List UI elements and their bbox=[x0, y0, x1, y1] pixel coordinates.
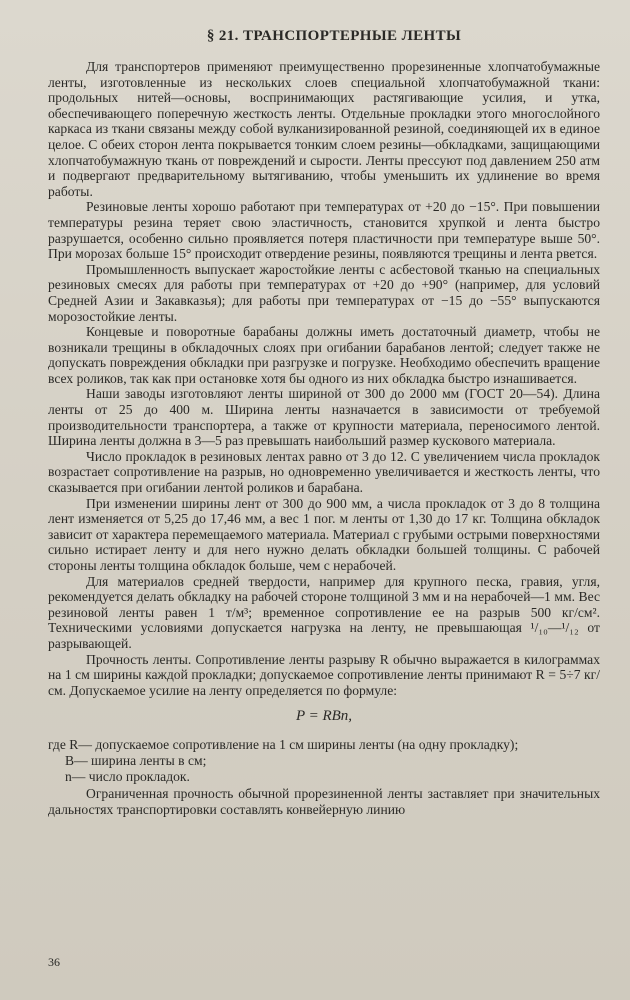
legend-symbol: n bbox=[48, 768, 72, 784]
paragraph-6: Число прокладок в резиновых лентах равно от 3 до 12. С увеличением числа прокладок возрастает сопротивление на разрыв, но одновременно увеличивается и жесткость ленты, что сказывается при огибании лентой роликов и барабана. bbox=[48, 448, 600, 496]
legend-symbol: B bbox=[48, 752, 75, 768]
paragraph-5: Наши заводы изготовляют ленты шириной от 300 до 2000 мм (ГОСТ 20—54). Длина ленты от 25 до 400 м. Ширина ленты назначается в зависимости от требуемой производительности транспортера, а также от крупности материала, переносимого лентой. Ширина ленты должна в 3—5 раз превышать наибольший размер кускового материала. bbox=[48, 386, 600, 449]
formula-legend bbox=[48, 737, 600, 784]
legend-row-r bbox=[48, 737, 600, 753]
legend-definition: — допускаемое сопротивление на 1 см ширины ленты (на одну прокладку); bbox=[78, 737, 519, 753]
legend-definition: — число прокладок. bbox=[71, 768, 190, 784]
page-number: 36 bbox=[48, 955, 60, 969]
legend-definition: — ширина ленты в см; bbox=[74, 752, 207, 768]
paragraph-2: Резиновые ленты хорошо работают при температурах от +20 до −15°. При повышении температуры резина теряет свою эластичность, становится хрупкой и лента быстро разрушается, особенно сильно проявляется потеря пластичности при температуре выше 50°. При морозах больше 15° происходит отвердение резины, появляются трещины и лента рвется. bbox=[48, 199, 600, 262]
paragraph-4: Концевые и поворотные барабаны должны иметь достаточный диаметр, чтобы не возникали трещины в обкладочных слоях при огибании барабанов лентой; следует также не допускать повреждения обкладки при разгрузке и погрузке. Необходимо обеспечить вращение всех роликов, так как при остановке хотя бы одного из них обкладка быстро изнашивается. bbox=[48, 324, 600, 386]
paragraph-8: Для материалов средней твердости, например для крупного песка, гравия, угля, рекомендуется делать обкладку на рабочей стороне толщиной 3 мм и на нерабочей—1 мм. Вес резиновой ленты равен 1 т/м³; временное сопротивление ее на разрыв 500 кг/см². Техническими условиями допускается нагрузка на ленту, не превышающая ¹/₁₀—¹/₁₂ от разрывающей. bbox=[48, 573, 600, 651]
paragraph-1: Для транспортеров применяют преимущественно прорезиненные хлопчатобумажные ленты, изготовленные из нескольких слоев специальной хлопчатобумажной ткани: продольных нитей—основы, воспринимающих растягивающие усилия, и утка, обеспечивающего поперечную жесткость ленты. Отдельные прокладки этого многослойного каркаса из ткани связаны между собой вулканизированной резиной, соединяющей их в единое целое. С обеих сторон лента покрывается тонким слоем резины—обкладками, защищающими хлопчатобумажную ткань от повреждений и сырости. Ленты прессуют под давлением 250 атм и подвергают предварительному вытягиванию, чтобы уменьшить их удлинение во время работы. bbox=[48, 59, 600, 199]
legend-row-b bbox=[48, 753, 600, 769]
legend-row-n bbox=[48, 769, 600, 785]
paragraph-7: При изменении ширины лент от 300 до 900 мм, а числа прокладок от 3 до 8 толщина лент изменяется от 5,25 до 17,46 мм, а вес 1 пог. м ленты от 1,30 до 17 кг. Толщина обкладок зависит от характера перемещаемого материала. Материал с грубыми острыми поверхностями сильно истирает ленту и для него нужно делать обкладки большей толщины. С рабочей стороны ленты толщина обкладок больше, чем с нерабочей. bbox=[48, 495, 600, 573]
paragraph-9: Прочность ленты. Сопротивление ленты разрыву R обычно выражается в килограммах на 1 см ширины каждой прокладки; допускаемое сопротивление ленты принимают R = 5÷7 кг/см. Допускаемое усилие на ленту определяется по формуле: bbox=[48, 651, 600, 698]
formula: P = RBn, bbox=[295, 708, 353, 725]
paragraph-10: Ограниченная прочность обычной прорезиненной ленты заставляет при значительных дальностях транспортировки составлять конвейерную линию bbox=[48, 786, 600, 817]
section-heading: § 21. ТРАНСПОРТЕРНЫЕ ЛЕНТЫ bbox=[206, 28, 462, 44]
legend-symbol: где R bbox=[48, 737, 79, 753]
paragraph-3: Промышленность выпускает жаростойкие ленты с асбестовой тканью на специальных резиновых смесях для работы при температурах от +20 до +90° (например, для условий Средней Азии и Закавказья); для работы при температурах от −15 до −55° выпускаются морозостойкие ленты. bbox=[48, 261, 600, 324]
